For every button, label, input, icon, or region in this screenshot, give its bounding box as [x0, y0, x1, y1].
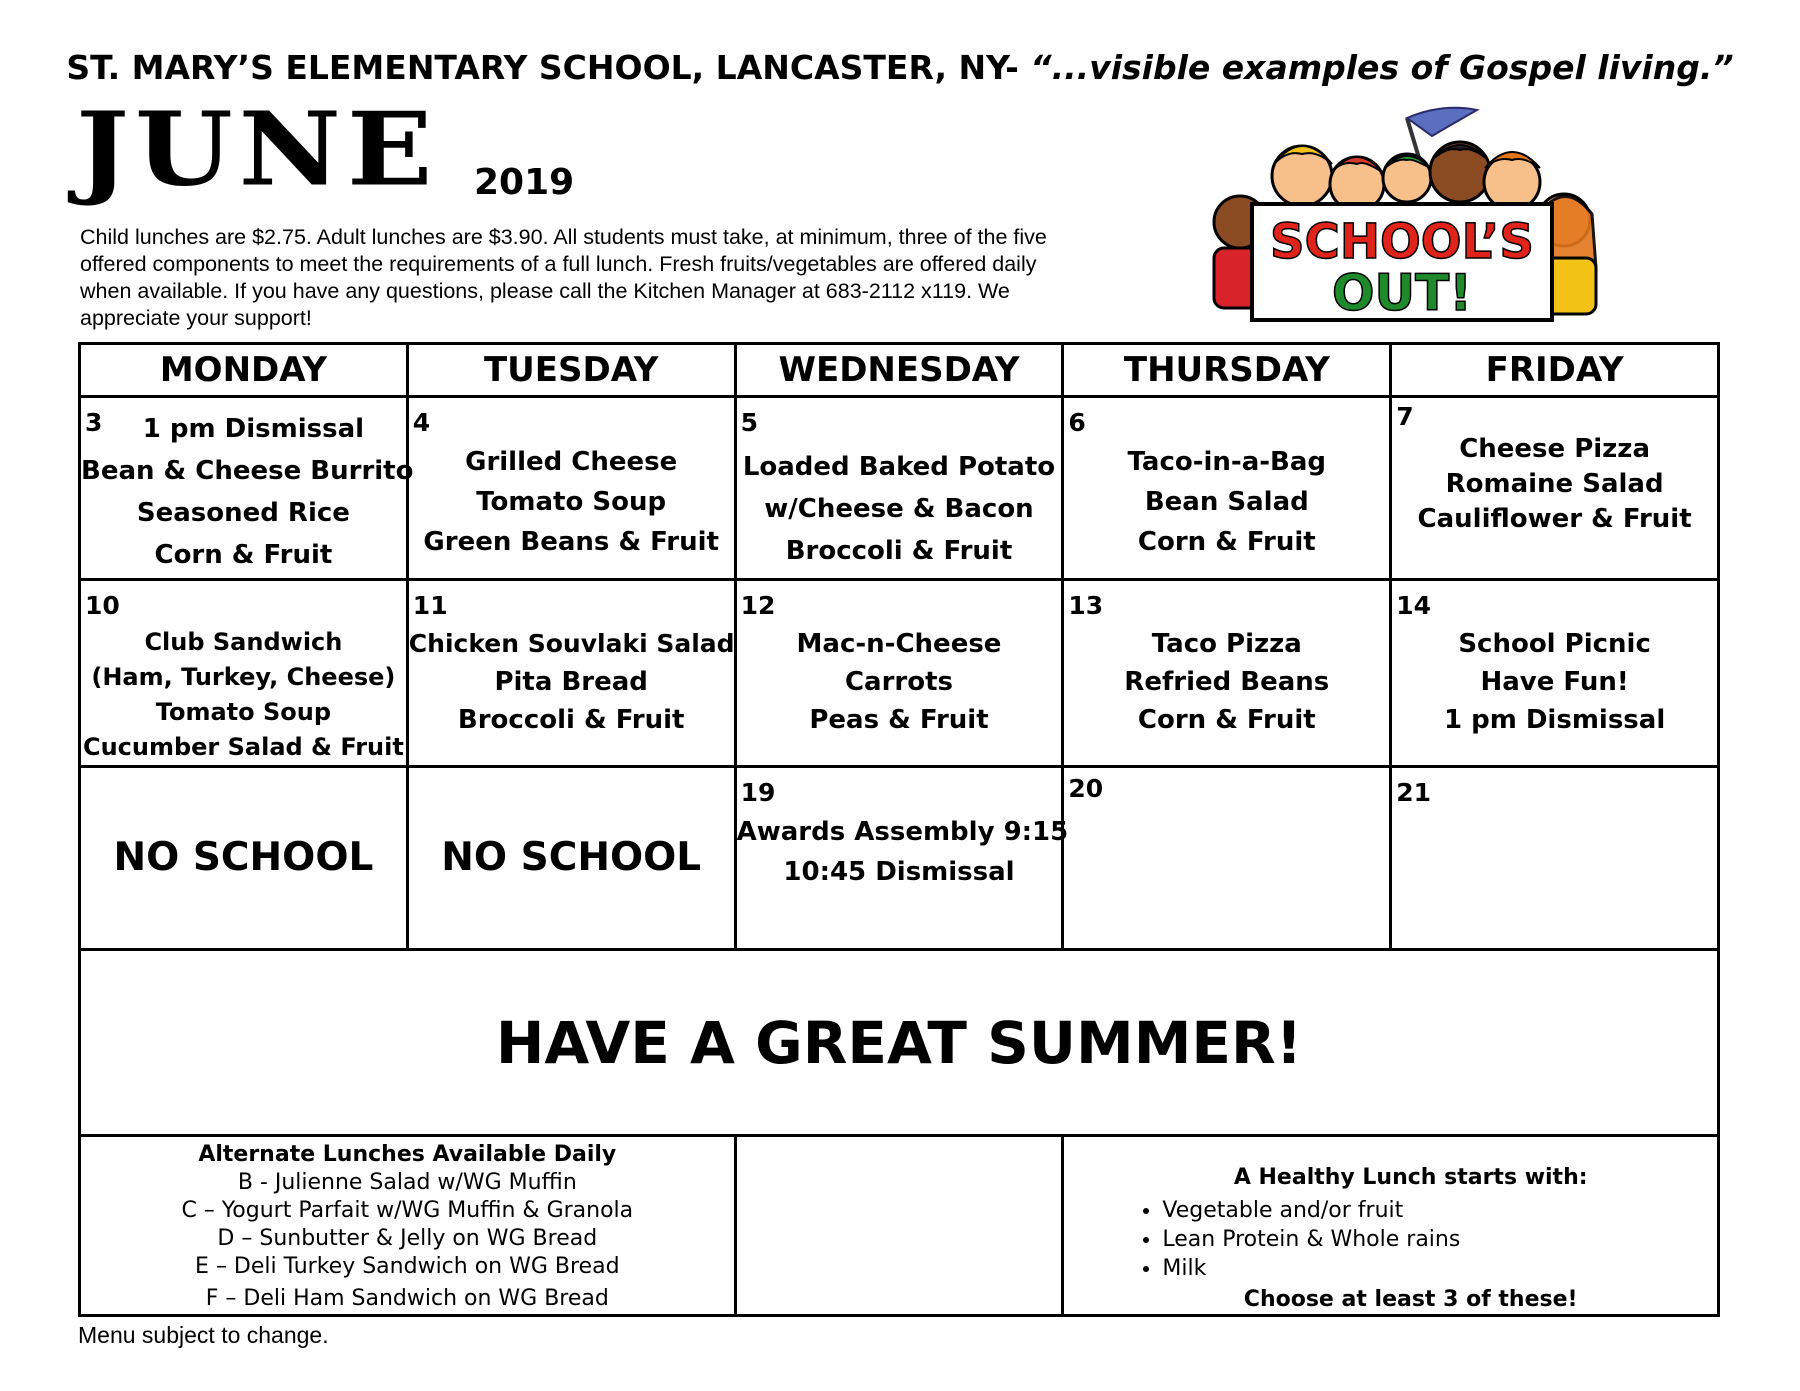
menu-item: Pita Bread: [494, 667, 648, 697]
day-cell: [407, 397, 735, 580]
menu-item: w/Cheese & Bacon: [764, 494, 1034, 524]
weekday-friday: FRIDAY: [1391, 344, 1719, 397]
day-number: 7: [1396, 402, 1414, 431]
menu-item: Carrots: [844, 667, 954, 697]
info-row: [80, 1136, 1719, 1316]
lunch-calendar: [78, 342, 1720, 1317]
day-cell: [80, 580, 408, 767]
day-number: 21: [1396, 778, 1431, 807]
weekday-wednesday: WEDNESDAY: [735, 344, 1063, 397]
weekday-tuesday: TUESDAY: [407, 344, 735, 397]
menu-item: 1 pm Dismissal: [142, 414, 365, 444]
day-cell: [735, 767, 1069, 950]
school-motto: “...visible examples of Gospel living.”: [1030, 48, 1734, 87]
day-number: 14: [1396, 591, 1431, 620]
no-school-label: NO SCHOOL: [113, 835, 374, 880]
menu-item: Awards Assembly 9:15: [736, 817, 1069, 847]
alternate-item: C – Yogurt Parfait w/WG Muffin & Granola: [181, 1198, 634, 1223]
day-cell: [735, 580, 1063, 767]
day-cell: [1063, 767, 1391, 950]
no-school-label: NO SCHOOL: [441, 835, 702, 880]
menu-item: Loaded Baked Potato: [742, 452, 1056, 482]
menu-item: School Picnic: [1458, 629, 1651, 659]
day-cell: [1063, 580, 1391, 767]
healthy-item: • Lean Protein & Whole rains: [1162, 1225, 1717, 1254]
logo-text-line2: OUT!: [1331, 264, 1473, 322]
schools-out-illustration: [1192, 98, 1622, 324]
weekday-monday: MONDAY: [80, 344, 408, 397]
weekday-header-row: [80, 344, 1719, 397]
healthy-lunch-list: [1104, 1196, 1717, 1283]
logo-text-line1: SCHOOL’S: [1270, 214, 1534, 270]
day-number: 3: [85, 408, 103, 437]
week-row: [80, 580, 1719, 767]
summer-row: [80, 950, 1719, 1136]
menu-item: Mac-n-Cheese: [796, 629, 1002, 659]
alternate-item: B - Julienne Salad w/WG Muffin: [237, 1170, 577, 1195]
menu-item: (Ham, Turkey, Cheese): [91, 663, 396, 691]
alternate-lunches: [80, 1136, 736, 1316]
menu-item: Romaine Salad: [1445, 469, 1664, 499]
menu-item: Grilled Cheese: [465, 447, 678, 477]
healthy-lunch-title: A Healthy Lunch starts with:: [1233, 1165, 1588, 1190]
lunch-pricing-note: Child lunches are $2.75. Adult lunches are $3.90. All students must take, at minimum, three of the five offered components to meet the requirements of a full lunch. Fresh fruits/vegetables are offered daily when available. If you have any questions, please call the Kitchen Manager at 683-2112 x119. We appreciate your support!: [80, 225, 1047, 330]
day-cell: [735, 397, 1063, 580]
alternate-item: D – Sunbutter & Jelly on WG Bread: [217, 1226, 598, 1251]
menu-item: Bean & Cheese Burrito: [81, 456, 414, 486]
week-row: [80, 767, 1719, 950]
menu-item: Tomato Soup: [476, 487, 667, 517]
menu-item: Bean Salad: [1144, 487, 1309, 517]
healthy-lunch-box: [1063, 1136, 1719, 1316]
healthy-item: • Vegetable and/or fruit: [1162, 1196, 1717, 1225]
menu-item: Cucumber Salad & Fruit: [82, 733, 404, 761]
menu-item: Corn & Fruit: [154, 540, 333, 570]
menu-item: Chicken Souvlaki Salad: [408, 629, 735, 658]
menu-item: Taco Pizza: [1151, 629, 1302, 659]
menu-item: 10:45 Dismissal: [783, 857, 1015, 887]
menu-item: Broccoli & Fruit: [785, 536, 1013, 566]
day-cell: [407, 767, 735, 950]
day-number: 10: [85, 591, 120, 620]
day-cell: [80, 397, 414, 580]
day-cell: [1391, 397, 1719, 580]
month-title: JUNE: [76, 91, 439, 209]
alternate-item: E – Deli Turkey Sandwich on WG Bread: [195, 1254, 620, 1279]
day-number: 4: [412, 408, 431, 437]
day-cell: [1391, 767, 1719, 950]
healthy-lunch-footer: Choose at least 3 of these!: [1243, 1287, 1578, 1312]
menu-item: Broccoli & Fruit: [457, 705, 685, 735]
day-number: 20: [1068, 774, 1104, 803]
alternate-item: F – Deli Ham Sandwich on WG Bread: [205, 1286, 609, 1311]
weekday-thursday: THURSDAY: [1063, 344, 1391, 397]
menu-item: Have Fun!: [1480, 667, 1629, 697]
day-number: 12: [740, 591, 776, 620]
menu-item: Peas & Fruit: [809, 705, 989, 735]
empty-cell: [735, 1136, 1063, 1316]
day-number: 19: [740, 778, 776, 807]
healthy-item: • Milk: [1162, 1254, 1717, 1283]
menu-item: Seasoned Rice: [136, 498, 350, 528]
week-row: [80, 397, 1719, 580]
day-number: 11: [412, 591, 448, 620]
day-cell: [407, 580, 735, 767]
day-number: 5: [740, 408, 758, 437]
school-header: [0, 48, 1800, 87]
day-number: 13: [1068, 591, 1104, 620]
menu-item: Club Sandwich: [144, 628, 343, 656]
menu-item: Green Beans & Fruit: [423, 527, 719, 557]
day-cell: [1063, 397, 1391, 580]
day-cell: [80, 767, 408, 950]
menu-item: Taco-in-a-Bag: [1127, 447, 1327, 477]
school-name: ST. MARY’S ELEMENTARY SCHOOL, LANCASTER, NY-: [66, 48, 1019, 87]
menu-item: Cheese Pizza: [1459, 434, 1650, 464]
summer-message: HAVE A GREAT SUMMER!: [80, 950, 1719, 1136]
menu-disclaimer: Menu subject to change.: [78, 1322, 329, 1348]
menu-item: Corn & Fruit: [1137, 705, 1316, 735]
day-number: 6: [1068, 408, 1086, 437]
year-label: 2019: [474, 162, 575, 203]
menu-item: Tomato Soup: [155, 698, 332, 726]
menu-item: Refried Beans: [1124, 667, 1330, 697]
menu-item: Cauliflower & Fruit: [1417, 504, 1692, 534]
day-cell: [1391, 580, 1719, 767]
alternate-lunches-title: Alternate Lunches Available Daily: [198, 1142, 617, 1167]
menu-item: 1 pm Dismissal: [1443, 705, 1666, 735]
menu-item: Corn & Fruit: [1137, 527, 1316, 557]
